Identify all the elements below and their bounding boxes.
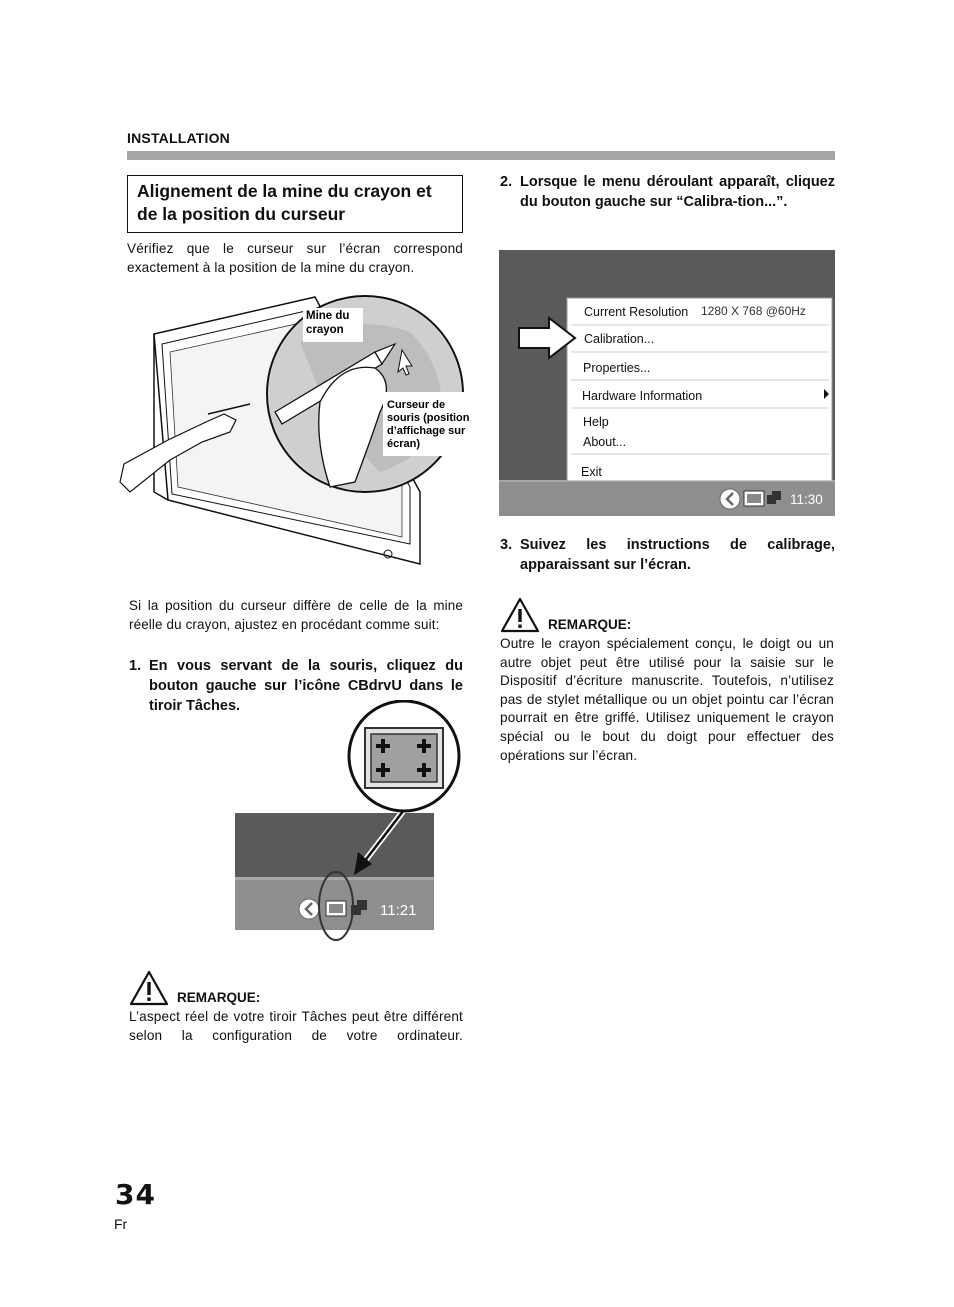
note-1-title: REMARQUE: [177, 990, 261, 1005]
warning-icon [500, 597, 540, 633]
note-1-text: L’aspect réel de votre tiroir Tâches peut être différent selon la configuration de votre ordinateur. [129, 1009, 463, 1043]
context-menu-screenshot [499, 250, 835, 516]
step-2 [500, 172, 835, 212]
tray-icon-illustration [234, 700, 466, 945]
step-3-number: 3. [500, 537, 513, 553]
pen-alignment-illustration [110, 282, 470, 572]
page-number: 34 [115, 1178, 156, 1211]
step-2-text: Lorsque le menu déroulant apparaît, cliquez du bouton gauche sur “Calibra-tion...”. [520, 174, 835, 210]
menu-item-current-resolution[interactable]: Current Resolution [584, 305, 689, 319]
intro-text: Vérifiez que le curseur sur l’écran correspond exactement à la position de la mine du crayon. [127, 241, 463, 275]
warning-icon [129, 970, 169, 1006]
menu-tray-clock: 11:30 [790, 492, 823, 507]
step-3 [500, 535, 835, 575]
label-cursor-line4: écran) [387, 438, 421, 450]
label-cursor-line2: souris (position [387, 412, 470, 424]
note-1 [129, 970, 463, 1045]
note-2 [500, 597, 834, 765]
menu-item-exit[interactable]: Exit [581, 465, 602, 479]
title-box [127, 175, 463, 233]
step-3-text: Suivez les instructions de calibrage, apparaissant sur l’écran. [520, 537, 835, 573]
label-cursor-line3: d’affichage sur [387, 425, 466, 437]
language-code: Fr [114, 1216, 128, 1232]
page-title: Alignement de la mine du crayon et de la position du curseur [137, 181, 432, 224]
adjust-text: Si la position du curseur diffère de celle de la mine réelle du crayon, ajustez en procédant comme suit: [129, 598, 463, 632]
step-1-number: 1. [129, 658, 142, 674]
label-pen-tip-line2: crayon [306, 324, 344, 336]
step-1-text: En vous servant de la souris, cliquez du bouton gauche sur l’icône CBdrvU dans le tiroir Tâches. [149, 658, 463, 714]
menu-item-hardware-information[interactable]: Hardware Information [582, 389, 703, 403]
step-2-number: 2. [500, 174, 513, 190]
note-2-title: REMARQUE: [548, 617, 632, 632]
menu-item-calibration[interactable]: Calibration... [584, 332, 655, 346]
header-bar [127, 151, 835, 160]
label-pen-tip-line1: Mine du [306, 310, 350, 322]
tray-clock: 11:21 [380, 902, 417, 919]
menu-item-help[interactable]: Help [583, 415, 609, 429]
label-cursor-line1: Curseur de [387, 399, 446, 411]
menu-resolution-value: 1280 X 768 @60Hz [701, 304, 806, 318]
menu-item-about[interactable]: About... [583, 435, 627, 449]
note-2-text: Outre le crayon spécialement conçu, le doigt ou un autre objet peut être utilisé pour la saisie sur le Dispositif d’écriture manuscrite. Toutefois, n’utilisez pas de stylet métallique ou un objet pointu car l’écran pourrait en être griffé. Utilisez uniquement le crayon spécial ou le bout du doigt pour effectuer des opérations sur l’écran. [500, 636, 834, 763]
menu-item-properties[interactable]: Properties... [583, 361, 651, 375]
section-label: INSTALLATION [127, 130, 230, 146]
